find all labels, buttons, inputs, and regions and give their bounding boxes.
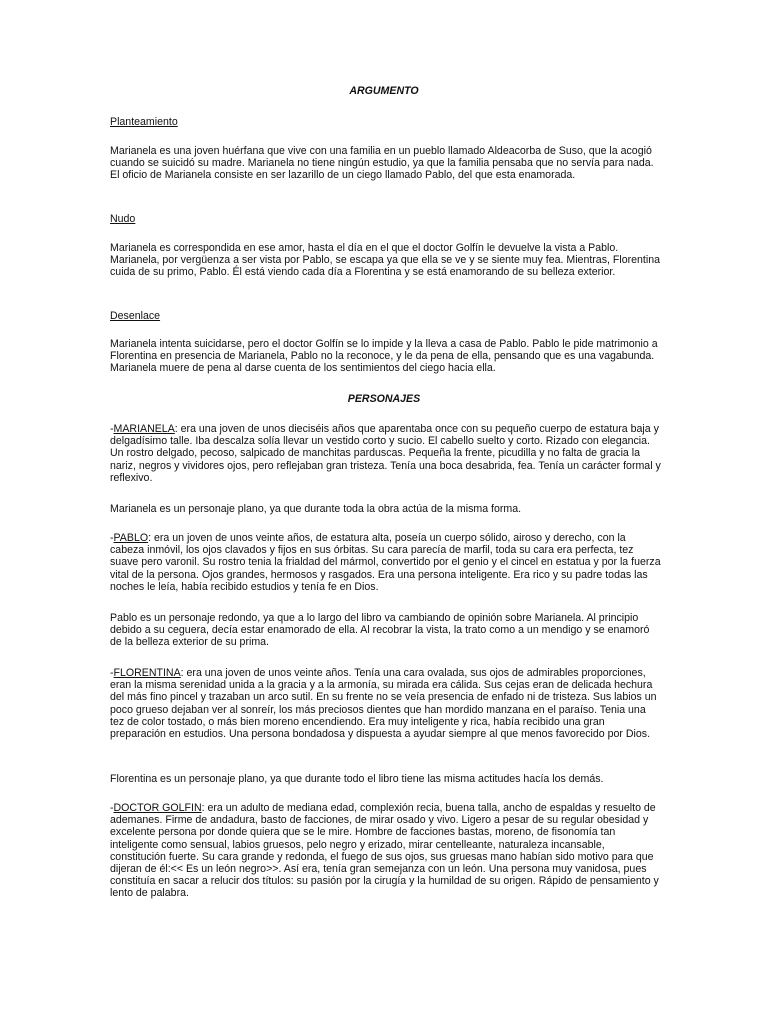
nudo-text: Marianela es correspondida en ese amor, hasta el día en el que el doctor Golfín le devuelve la vista a Pablo. Marianela, por vergüenza a ser vista por Pablo, se escapa ya que ella se ve y se siente muy fea. Mientras, Florentina cuida de su primo, Pablo. Él está viendo cada día a Florentina y se está enamorando de su belleza exterior. — [110, 242, 660, 279]
pablo-description — [110, 532, 662, 593]
marianela-text: : era una joven de unos dieciséis años que aparentaba once con su pequeño cuerpo de estatura baja y delgadísimo talle. Iba descalza solía llevar un vestido corto y sucio. El cabello suelto y corto. Rizado con elegancia. Un rostro delgado, pecoso, salpicado de manchitas parduscas. Pequeña la frente, picudilla y no falta de gracia la nariz, negros y vividores ojos, pero reflejaban gran tristeza. Tenía una boca desabrida, fea. Tenía un carácter formal y reflexivo. — [110, 423, 661, 484]
desenlace-heading: Desenlace — [110, 310, 161, 322]
marianela-comment: Marianela es un personaje plano, ya que durante toda la obra actúa de la misma forma. — [110, 503, 522, 515]
florentina-description — [110, 667, 662, 740]
desenlace-text: Marianela intenta suicidarse, pero el doctor Golfín se lo impide y la lleva a casa de Pablo. Pablo le pide matrimonio a Florentina en presencia de Marianela, Pablo no la reconoce, y le da pena de ella, pensando que es una vagabunda. Marianela muere de pena al darse cuenta de los sentimientos del ciego hacia ella. — [110, 338, 658, 375]
pablo-text: : era un joven de unos veinte años, de estatura alta, poseía un cuerpo sólido, airoso y derecho, con la cabeza inmóvil, los ojos clavados y fijos en sus órbitas. Su cara parecía de marfil, toda su cara era perfecta, tez suave pero varonil. Su rostro tenia la frialdad del mármol, convertido por el genio y el cincel en estatua y por la fuerza vital de la persona. Ojos grandes, hermosos y rasgados. Era una persona inteligente. Era rico y su padre todas las noches le leía, había recibido estudios y tenía fe en Dios. — [110, 532, 661, 593]
argumento-title: ARGUMENTO — [349, 85, 419, 97]
golfin-name: DOCTOR GOLFIN — [113, 802, 202, 814]
golfin-text: : era un adulto de mediana edad, complexión recia, buena talla, ancho de espaldas y resuelto de ademanes. Firme de andadura, basto de facciones, de mirar osado y vivo. Ligero a pesar de su regular obesidad y excelente persona por donde quiera que se le mire. Hombre de facciones bastas, moreno, de fisonomía tan inteligente como sensual, labios gruesos, pelo negro y erizado, mirar centelleante, naturaleza incansable, constitución fuerte. Su cara grande y redonda, el fuego de sus ojos, sus gruesas mano habían sido motivo para que dijeran de él:<< Es un león negro>>. Así era, tenía gran semejanza con un león. Una persona muy vanidosa, pues constituía en sacar a relucir dos títulos: su pasión por la cirugía y la humildad de su origen. Rápido de pensamiento y lento de palabra. — [110, 802, 659, 900]
florentina-text: : era una joven de unos veinte años. Tenía una cara ovalada, sus ojos de admirables proporciones, eran la misma serenidad unida a la gracia y a la armonía, su mirada era cálida. Sus cejas eran de delicada hechura del más fino pincel y trazaban un arco sutil. En su frente no se veía presencia de enfado ni de tristeza. Sus labios un poco grueso dejaban ver al sonreír, los más preciosos dientes que han mordido manzana en el paraíso. Tenia una tez de color tostado, o más bien moreno encendiendo. Era muy inteligente y rica, había recibido una gran preparación en estudios. Una persona bondadosa y dispuesta a ayudar siempre al que menos favorecido por Dios. — [110, 667, 657, 741]
florentina-name: FLORENTINA — [113, 667, 181, 679]
golfin-prefix: - — [110, 802, 114, 814]
pablo-prefix: - — [110, 532, 114, 544]
marianela-prefix: - — [110, 423, 114, 435]
pablo-comment: Pablo es un personaje redondo, ya que a lo largo del libro va cambiando de opinión sobre Marianela. Al principio debido a su ceguera, decía estar enamorado de ella. Al recobrar la vista, la trato como a un mendigo y se enamoró de la belleza exterior de su prima. — [110, 612, 650, 649]
marianela-description — [110, 423, 662, 484]
planteamiento-heading: Planteamiento — [110, 116, 178, 128]
florentina-comment: Florentina es un personaje plano, ya que durante todo el libro tiene las misma actitudes hacía los demás. — [110, 773, 604, 785]
personajes-title: PERSONAJES — [347, 393, 421, 405]
planteamiento-text: Marianela es una joven huérfana que vive con una familia en un pueblo llamado Aldeacorba de Suso, que la acogió cuando se suicidó su madre. Marianela no tiene ningún estudio, ya que la familia pensaba que no servía para nada. El oficio de Marianela consiste en ser lazarillo de un ciego llamado Pablo, del que esta enamorada. — [110, 145, 654, 182]
florentina-prefix: - — [110, 667, 114, 679]
marianela-name: MARIANELA — [113, 423, 175, 435]
pablo-name: PABLO — [113, 532, 149, 544]
golfin-description — [110, 802, 662, 900]
nudo-heading: Nudo — [110, 213, 136, 225]
